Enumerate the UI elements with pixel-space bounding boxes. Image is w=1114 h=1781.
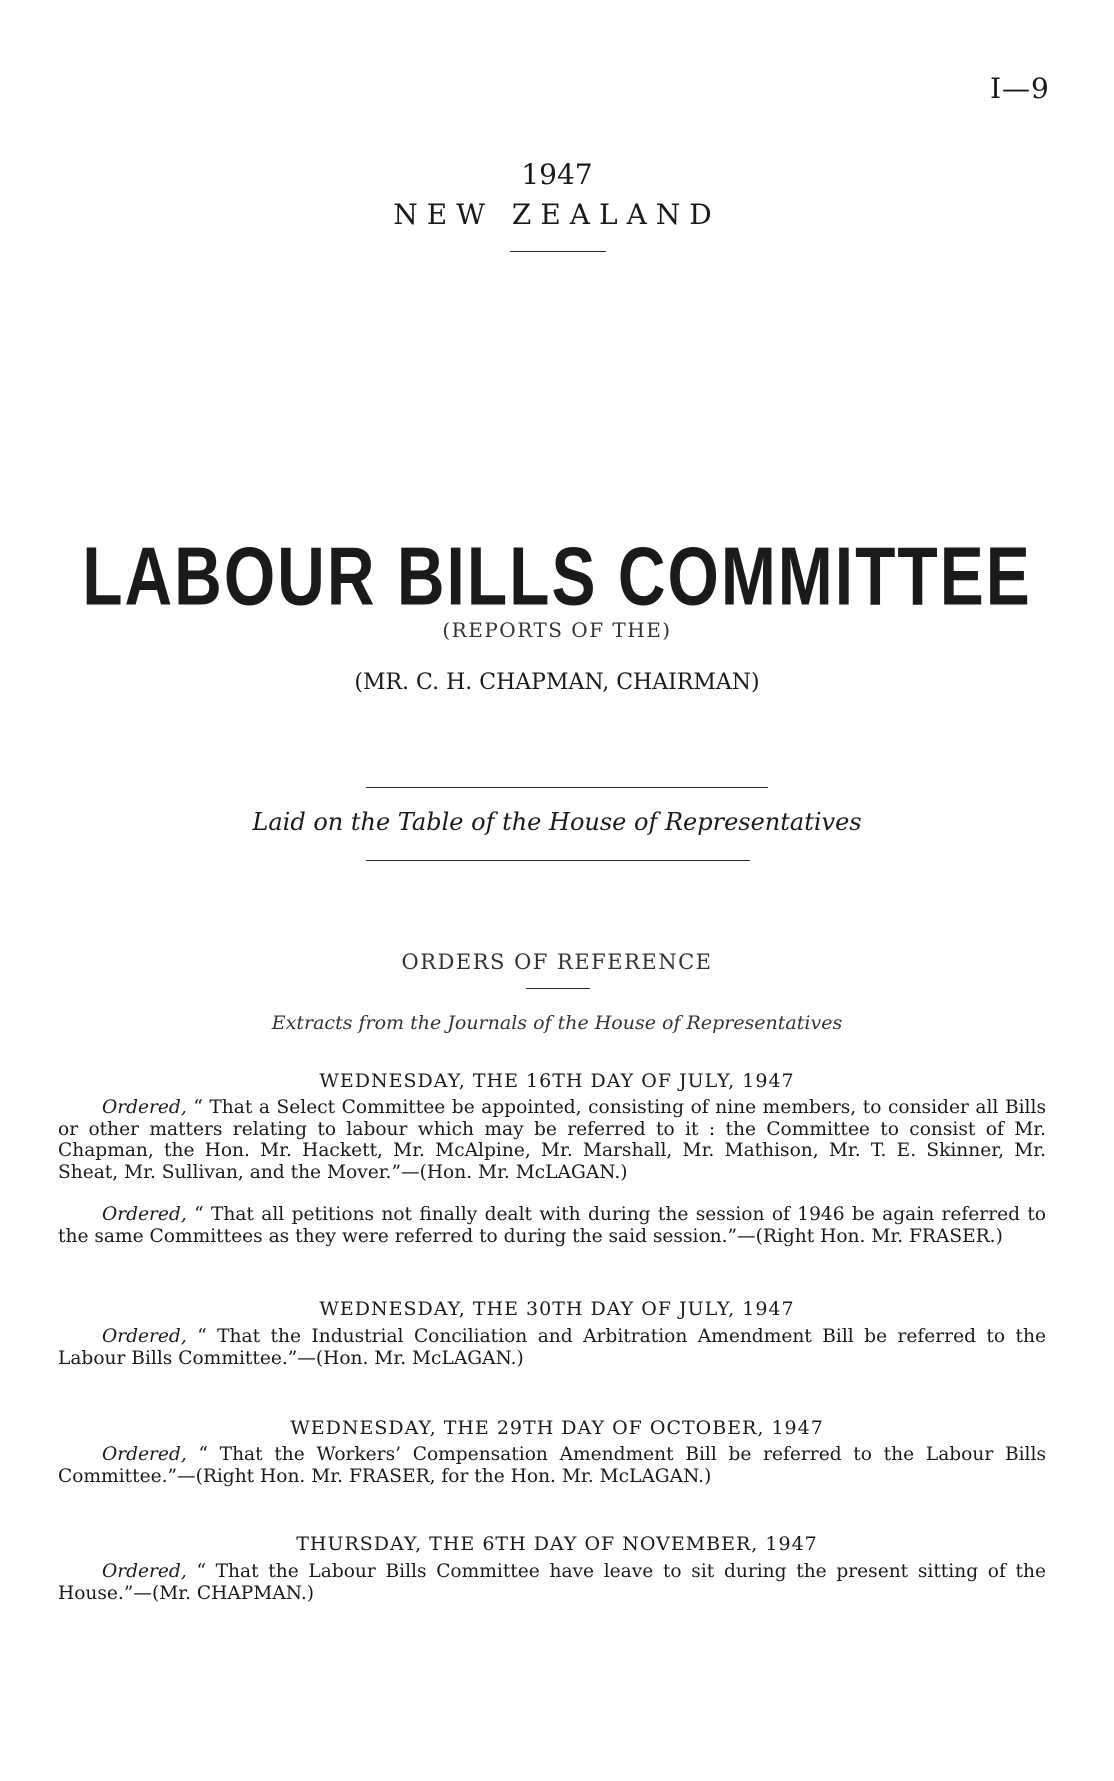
divider — [366, 860, 750, 861]
order-text: “ That a Select Committee be appointed, consisting of nine members, to consider all Bills or other matters relating to labour which may be referred to it : the Committee to consist of Mr. Chapman, the Hon. Mr. Hackett, Mr. McAlpine, Mr. Marshall, Mr. Mathison, Mr. T. E. Skinner, Mr. Sheat, Mr. Sullivan, and the Mover.”—(Hon. Mr. McLAGAN.) — [58, 1097, 1046, 1183]
document-title: LABOUR BILLS COMMITTEE — [82, 529, 1032, 622]
entry-date: WEDNESDAY, THE 29TH DAY OF OCTOBER, 1947 — [290, 1417, 824, 1439]
laid-on-table-line: Laid on the Table of the House of Representatives — [252, 808, 862, 836]
document-subtitle: (REPORTS OF THE) — [442, 618, 672, 642]
divider — [510, 251, 606, 252]
order-lead: Ordered, — [102, 1097, 187, 1118]
order-lead: Ordered, — [102, 1326, 187, 1347]
order-text: “ That all petitions not finally dealt with during the session of 1946 be again referred to the same Committees as they were referred to during the said session.”—(Right Hon. Mr. FRASER.) — [58, 1204, 1046, 1247]
chairman-line: (MR. C. H. CHAPMAN, CHAIRMAN) — [354, 670, 760, 695]
year: 1947 — [521, 158, 593, 191]
order-paragraph — [58, 1326, 1046, 1369]
entry-date: THURSDAY, THE 6TH DAY OF NOVEMBER, 1947 — [296, 1533, 818, 1555]
page-number: I—9 — [990, 72, 1050, 105]
order-paragraph — [58, 1097, 1046, 1183]
order-text: “ That the Workers’ Compensation Amendment Bill be referred to the Labour Bills Committee.”—(Right Hon. Mr. FRASER, for the Hon. Mr. McLAGAN.) — [58, 1444, 1046, 1487]
order-lead: Ordered, — [102, 1204, 187, 1225]
order-lead: Ordered, — [102, 1561, 187, 1582]
entry-date: WEDNESDAY, THE 30TH DAY OF JULY, 1947 — [319, 1298, 795, 1320]
order-text: “ That the Labour Bills Committee have leave to sit during the present sitting of the House.”—(Mr. CHAPMAN.) — [58, 1561, 1046, 1604]
divider — [526, 988, 590, 989]
orders-subheading: Extracts from the Journals of the House of Representatives — [271, 1012, 843, 1034]
divider — [366, 787, 768, 788]
order-paragraph — [58, 1444, 1046, 1487]
order-lead: Ordered, — [102, 1444, 187, 1465]
orders-heading: ORDERS OF REFERENCE — [401, 950, 713, 974]
order-paragraph — [58, 1561, 1046, 1604]
entry-date: WEDNESDAY, THE 16TH DAY OF JULY, 1947 — [319, 1070, 795, 1092]
order-text: “ That the Industrial Conciliation and Arbitration Amendment Bill be referred to the Labour Bills Committee.”—(Hon. Mr. McLAGAN.) — [58, 1326, 1046, 1369]
country: NEW ZEALAND — [393, 198, 721, 231]
order-paragraph — [58, 1204, 1046, 1247]
